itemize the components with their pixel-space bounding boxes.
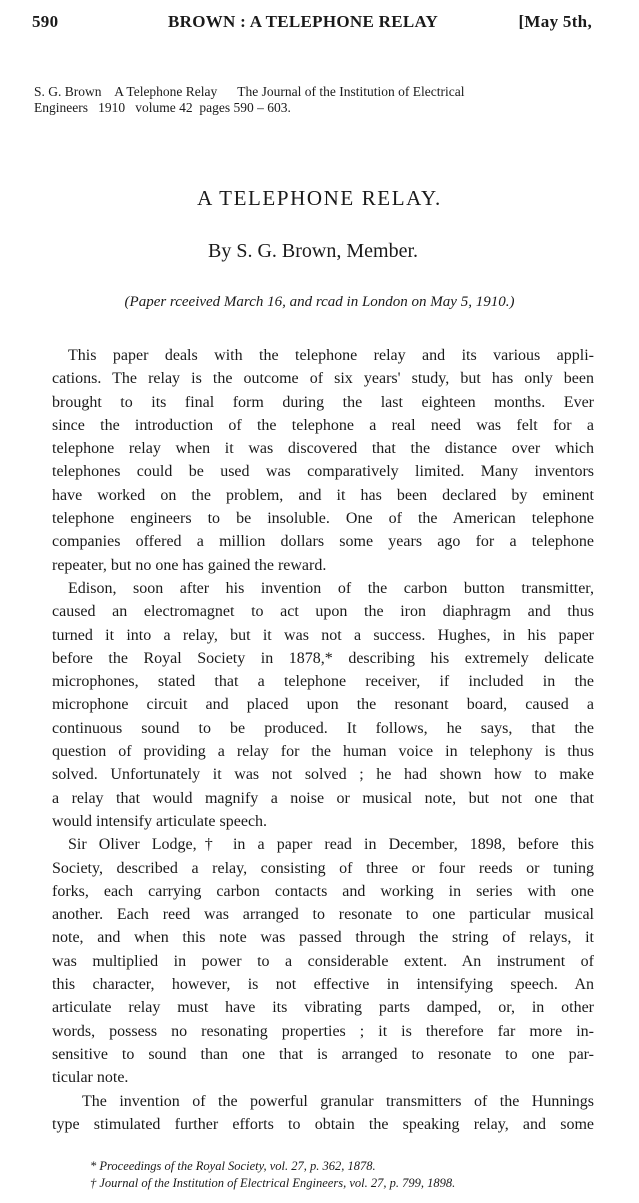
text-line: was multiplied in power to a considerable extent. An instrument of: [52, 952, 594, 970]
text-line: repeater, but no one has gained the reward.: [52, 556, 327, 574]
text-line: telephones could be used was comparatively limited. Many inventors: [52, 463, 594, 481]
text-line: have worked on the problem, and it has been declared by eminent: [52, 486, 594, 504]
article-body: [52, 344, 594, 1136]
text-line: telephone engineers to be insoluble. One of the American telephone: [52, 510, 594, 528]
paragraph: [52, 344, 594, 577]
text-line: would intensify articulate speech.: [52, 812, 268, 830]
text-line: note, and when this note was passed through the string of relays, it: [52, 929, 594, 947]
citation-line: S. G. Brown A Telephone Relay The Journal of the Institution of Electrical: [34, 84, 465, 99]
footnote: † Journal of the Institution of Electrical Engineers, vol. 27, p. 799, 1898.: [90, 1176, 456, 1190]
header-date: [May 5th,: [518, 12, 592, 31]
text-line: since the introduction of the telephone a real need was felt for a: [52, 416, 594, 434]
text-line: microphone circuit and placed upon the resonant board, caused a: [52, 696, 594, 714]
running-title: BROWN : A TELEPHONE RELAY: [168, 12, 439, 31]
text-line: The invention of the powerful granular transmitters of the Hunnings: [82, 1092, 594, 1110]
text-line: continuous sound to be produced. It follows, he says, that the: [52, 719, 594, 737]
text-line: before the Royal Society in 1878,* describing his extremely delicate: [52, 649, 594, 667]
text-line: this character, however, is not effective in intensifying speech. An: [52, 976, 594, 994]
text-line: another. Each reed was arranged to resonate to one particular musical: [52, 906, 594, 924]
text-line: type stimulated further efforts to obtain the speaking relay, and some: [52, 1115, 594, 1133]
text-line: brought to its final form during the last eighteen months. Ever: [52, 393, 594, 411]
text-line: turned it into a relay, but it was not a success. Hughes, in his paper: [52, 626, 594, 644]
article-title: A TELEPHONE RELAY.: [197, 186, 442, 210]
text-line: Society, described a relay, consisting of three or four reeds or tuning: [52, 859, 594, 877]
text-line: cations. The relay is the outcome of six years' study, but has only been: [52, 370, 594, 388]
running-header: [32, 12, 592, 38]
text-line: forks, each carrying carbon contacts and working in series with one: [52, 882, 594, 900]
paragraph: [52, 833, 594, 1089]
text-line: question of providing a relay for the human voice in telephony is thus: [52, 743, 594, 761]
text-line: companies offered a million dollars some years ago for a telephone: [52, 533, 594, 551]
paragraph: [52, 577, 594, 833]
received-note: (Paper rceeived March 16, and rcad in London on May 5, 1910.): [124, 294, 515, 310]
paragraph: [52, 1090, 594, 1137]
text-line: sensitive to sound than one that is arranged to resonate to one par-: [52, 1045, 594, 1063]
text-line: Edison, soon after his invention of the carbon button transmitter,: [68, 579, 594, 597]
text-line: ticular note.: [52, 1069, 129, 1087]
text-line: Sir Oliver Lodge,† in a paper read in December, 1898, before this: [68, 836, 594, 854]
text-line: solved. Unfortunately it was not solved ; he had shown how to make: [52, 766, 594, 784]
author-byline: By S. G. Brown, Member.: [208, 240, 418, 262]
text-line: telephone relay when it was discovered that the distance over which: [52, 440, 594, 458]
text-line: a relay that would magnify a noise or musical note, but not one that: [52, 789, 594, 807]
text-line: words, possess no resonating properties ; it is therefore far more in-: [52, 1022, 594, 1040]
citation-note: [34, 84, 594, 116]
footnotes: [90, 1158, 610, 1192]
page-number: 590: [32, 12, 59, 31]
footnote: * Proceedings of the Royal Society, vol. 27, p. 362, 1878.: [90, 1159, 376, 1173]
text-line: articulate relay must have its vibrating parts damped, or, in other: [52, 999, 594, 1017]
citation-line: Engineers 1910 volume 42 pages 590 – 603.: [34, 100, 291, 115]
text-line: This paper deals with the telephone relay and its various appli-: [68, 347, 594, 364]
text-line: microphones, stated that a telephone receiver, if included in the: [52, 673, 594, 691]
text-line: caused an electromagnet to act upon the iron diaphragm and thus: [52, 603, 594, 621]
